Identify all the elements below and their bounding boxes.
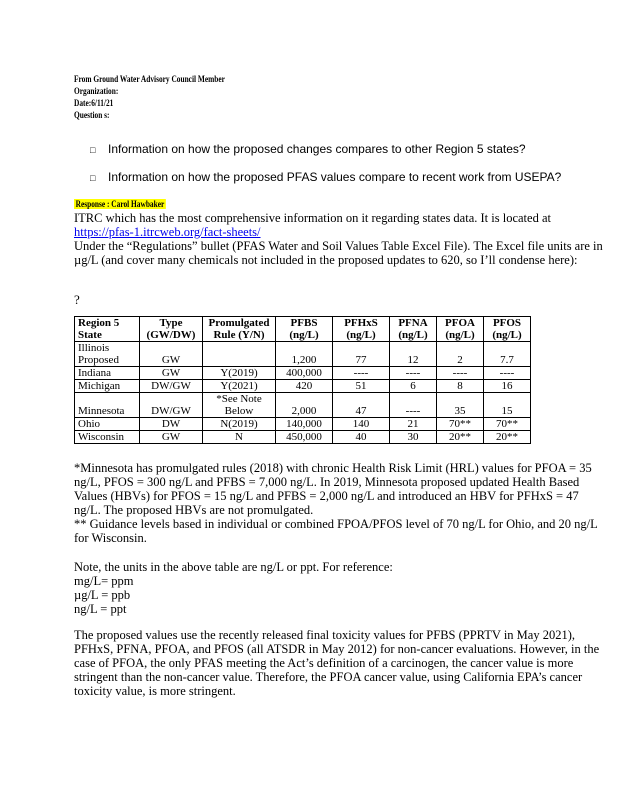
cell-pfbs: 2,000 xyxy=(276,393,333,418)
cell-pfna: 21 xyxy=(390,418,437,431)
itrc-link[interactable]: https://pfas-1.itrcweb.org/fact-sheets/ xyxy=(74,225,261,239)
question-text: Information on how the proposed changes compares to other Region 5 states? xyxy=(108,142,526,156)
unit-mg: mg/L= ppm xyxy=(74,574,134,588)
cell-pfos: 20** xyxy=(484,431,531,444)
cell-pfos: 16 xyxy=(484,380,531,393)
response-text-a: ITRC which has the most comprehensive information on it regarding states data. It is located at xyxy=(74,211,551,225)
guidance-note: ** Guidance levels based in individual or combined FPOA/PFOS level of 70 ng/L for Ohio, and 20 ng/L for Wisconsin. xyxy=(74,517,598,545)
question-item-1 xyxy=(90,142,526,156)
table-header-row xyxy=(75,317,531,342)
table-row xyxy=(75,431,531,444)
cell-pfhxs: 140 xyxy=(333,418,390,431)
col-pfos: PFOS (ng/L) xyxy=(484,317,531,342)
cell-pfoa: 70** xyxy=(437,418,484,431)
cell-pfhxs: 40 xyxy=(333,431,390,444)
response-paragraph xyxy=(74,211,604,267)
cell-pfos: 15 xyxy=(484,393,531,418)
cell-state: Minnesota xyxy=(75,393,140,418)
cell-pfna: 30 xyxy=(390,431,437,444)
cell-pfbs: 420 xyxy=(276,380,333,393)
cell-type: GW xyxy=(140,431,203,444)
cell-pfoa: ---- xyxy=(437,367,484,380)
cell-pfna: 6 xyxy=(390,380,437,393)
col-pfoa: PFOA (ng/L) xyxy=(437,317,484,342)
table-row xyxy=(75,393,531,418)
cell-pfna: ---- xyxy=(390,393,437,418)
from-line: From Ground Water Advisory Council Member xyxy=(74,74,225,84)
question-text: Information on how the proposed PFAS values compare to recent work from USEPA? xyxy=(108,170,562,184)
cell-pfhxs: 47 xyxy=(333,393,390,418)
cell-rule: Y(2021) xyxy=(203,380,276,393)
question-mark: ? xyxy=(74,292,80,307)
cell-type: DW xyxy=(140,418,203,431)
col-state: Region 5 State xyxy=(75,317,140,342)
cell-pfos: ---- xyxy=(484,367,531,380)
table-row xyxy=(75,342,531,367)
cell-state: Wisconsin xyxy=(75,431,140,444)
cell-type: DW/GW xyxy=(140,380,203,393)
question-item-2 xyxy=(90,170,561,184)
table-row xyxy=(75,418,531,431)
bullet-box-icon: □ xyxy=(90,173,96,183)
cell-type: DW/GW xyxy=(140,393,203,418)
cell-pfbs: 400,000 xyxy=(276,367,333,380)
unit-ng: ng/L = ppt xyxy=(74,602,127,616)
cell-pfoa: 35 xyxy=(437,393,484,418)
cell-rule xyxy=(203,342,276,367)
region5-table xyxy=(74,316,531,444)
final-paragraph: The proposed values use the recently released final toxicity values for PFBS (PPRTV in May 2021), PFHxS, PFNA, PFOA, and PFOS (all ATSDR in May 2012) for non-cancer evaluations. However, in the case of PFOA, the only PFAS meeting the Act’s definition of a carcinogen, the cancer value is more stringent than the non-cancer value. Therefore, the PFOA cancer value, using California EPA’s cancer toxicity value, is more stringent. xyxy=(74,628,600,698)
units-intro: Note, the units in the above table are ng/L or ppt. For reference: xyxy=(74,560,393,574)
cell-state: Michigan xyxy=(75,380,140,393)
cell-pfna: 12 xyxy=(390,342,437,367)
cell-state: Illinois Proposed xyxy=(75,342,140,367)
cell-pfbs: 450,000 xyxy=(276,431,333,444)
organization-line: Organization: xyxy=(74,86,119,96)
col-pfbs: PFBS (ng/L) xyxy=(276,317,333,342)
unit-ug: µg/L = ppb xyxy=(74,588,131,602)
cell-pfos: 70** xyxy=(484,418,531,431)
question-label: Question s: xyxy=(74,110,110,120)
cell-pfhxs: 51 xyxy=(333,380,390,393)
cell-state: Ohio xyxy=(75,418,140,431)
cell-pfbs: 140,000 xyxy=(276,418,333,431)
cell-rule: *See Note Below xyxy=(203,393,276,418)
cell-rule: N(2019) xyxy=(203,418,276,431)
response-text-b: Under the “Regulations” bullet (PFAS Water and Soil Values Table Excel File). The Excel file units are in µg/L (and cover many chemicals not included in the proposed updates to 620, so I’ll condense here): xyxy=(74,239,603,267)
table-row xyxy=(75,380,531,393)
cell-type: GW xyxy=(140,342,203,367)
col-pfhxs: PFHxS (ng/L) xyxy=(333,317,390,342)
cell-pfhxs: 77 xyxy=(333,342,390,367)
cell-rule: Y(2019) xyxy=(203,367,276,380)
cell-rule: N xyxy=(203,431,276,444)
cell-pfhxs: ---- xyxy=(333,367,390,380)
col-pfna: PFNA (ng/L) xyxy=(390,317,437,342)
table-row xyxy=(75,367,531,380)
col-rule: Promulgated Rule (Y/N) xyxy=(203,317,276,342)
cell-pfos: 7.7 xyxy=(484,342,531,367)
cell-pfoa: 8 xyxy=(437,380,484,393)
cell-pfbs: 1,200 xyxy=(276,342,333,367)
cell-pfna: ---- xyxy=(390,367,437,380)
cell-pfoa: 20** xyxy=(437,431,484,444)
cell-type: GW xyxy=(140,367,203,380)
response-tag: Response : Carol Hawbaker xyxy=(75,199,165,209)
col-type: Type (GW/DW) xyxy=(140,317,203,342)
cell-state: Indiana xyxy=(75,367,140,380)
cell-pfoa: 2 xyxy=(437,342,484,367)
date-line: Date:6/11/21 xyxy=(74,98,114,108)
bullet-box-icon: □ xyxy=(90,145,96,155)
minnesota-note: *Minnesota has promulgated rules (2018) with chronic Health Risk Limit (HRL) values for PFOA = 35 ng/L, PFOS = 300 ng/L and PFBS = 7,000 ng/L. In 2019, Minnesota proposed updated Health Based Values (HBVs) for PFOS = 15 ng/L and PFBS = 2,000 ng/L and introduced an HBV for PFHxS = 47 ng/L. The proposed HBVs are not promulgated. xyxy=(74,461,592,517)
